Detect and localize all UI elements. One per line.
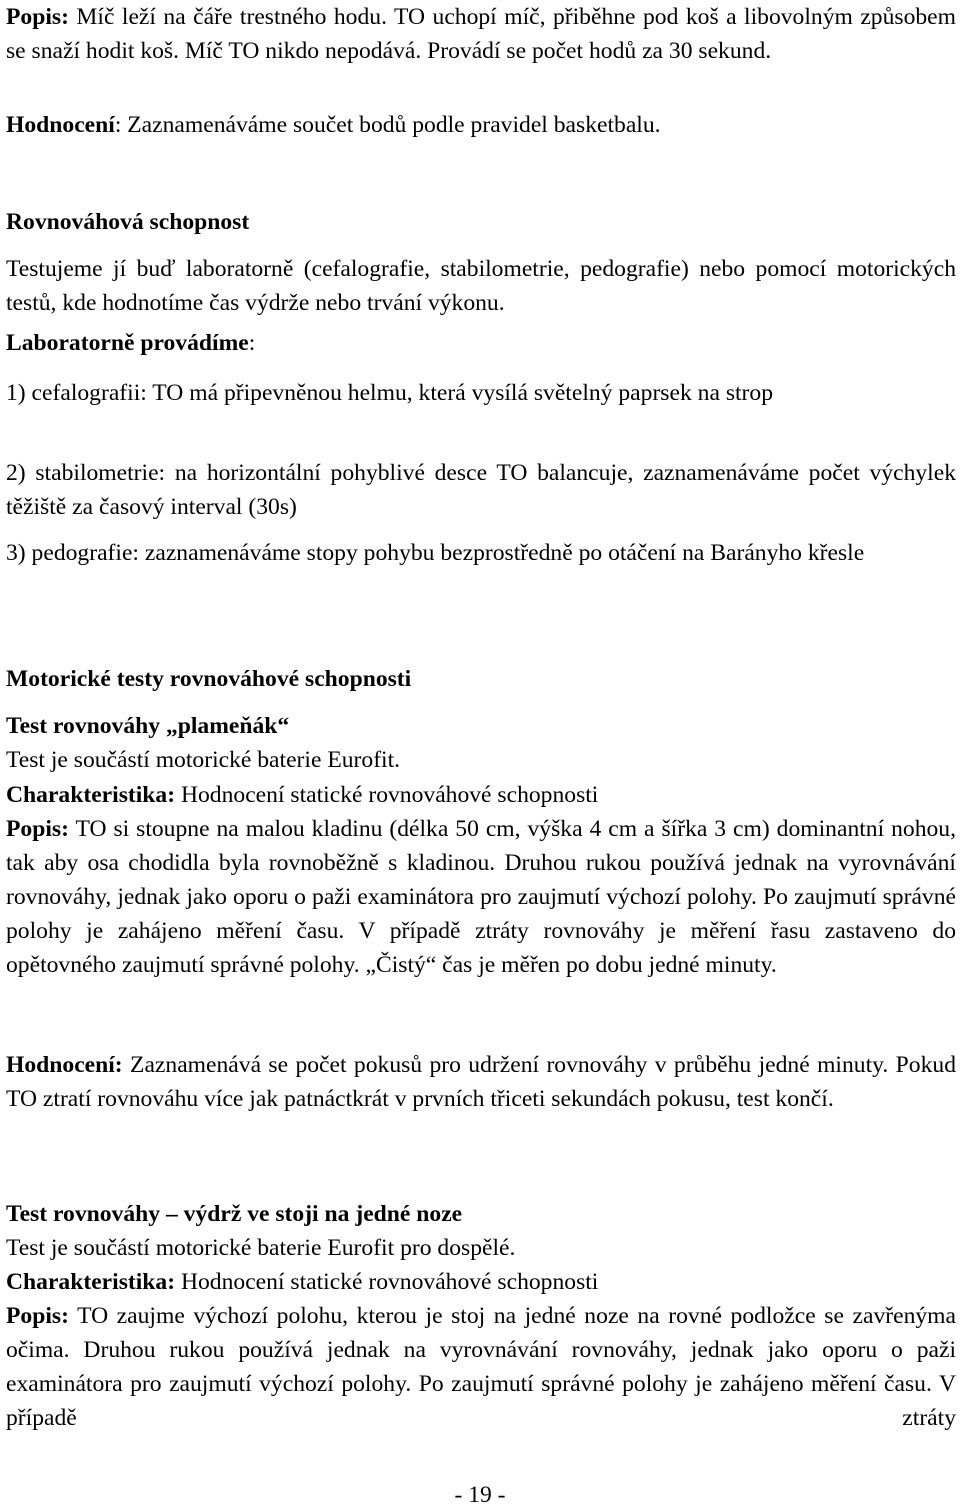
vydrz-subtitle: Test je součástí motorické baterie Eurofit pro dospělé. (6, 1235, 516, 1261)
vydrz-charakteristika (6, 1265, 956, 1299)
hodnoceni-text: : Zaznamenáváme součet bodů podle pravidel basketbalu. (114, 112, 661, 138)
vydrz-popis (6, 1299, 956, 1435)
lab-item-pedografie: 3) pedografie: zaznamenáváme stopy pohybu bezprostředně po otáčení na Barányho křesle (6, 540, 865, 566)
hodnoceni-paragraph-basketball (6, 108, 956, 142)
section-heading-rovnovahova: Rovnováhová schopnost (6, 209, 250, 235)
hodnoceni-label: Hodnocení (6, 112, 115, 138)
plamenak-charakteristika (6, 778, 956, 812)
plamenak-hodnoceni (6, 1048, 956, 1116)
popis-label: Popis: (6, 4, 69, 30)
popis-text: Míč leží na čáře trestného hodu. TO uchopí míč, přiběhne pod koš a libovolným způsobem se snaží hodit koš. Míč TO nikdo nepodává. Provádí se počet hodů za 30 sekund. (6, 4, 956, 64)
plamenak-popis (6, 812, 956, 982)
lab-item-stabilometrie: 2) stabilometrie: na horizontální pohyblivé desce TO balancuje, zaznamenáváme počet výchylek těžiště za časový interval (30s) (6, 460, 956, 520)
charakteristika-text: Hodnocení statické rovnováhové schopnosti (175, 782, 599, 808)
hodnoceni-label: Hodnocení: (6, 1052, 123, 1078)
test-title-plamenak: Test rovnováhy „plameňák“ (6, 713, 290, 739)
lab-item-cefalografie: 1) cefalografii: TO má připevněnou helmu, která vysílá světelný paprsek na strop (6, 380, 774, 406)
rovnovaha-intro: Testujeme jí buď laboratorně (cefalografie, stabilometrie, pedografie) nebo pomocí motorických testů, kde hodnotíme čas výdrže nebo trvání výkonu. (6, 256, 956, 316)
popis-text: TO zaujme výchozí polohu, kterou je stoj na jedné noze na rovné podložce se zavřenýma očima. Druhou rukou používá jednak na vyrovnávání rovnováhy, jednak jako oporu o paži examinátora pro zaujmutí výchozí polohy. Po zaujmutí správné polohy je zahájeno měření času. V případě ztráty (6, 1303, 956, 1431)
laboratorne-label: Laboratorně provádíme (6, 330, 249, 356)
laboratorne-colon: : (248, 330, 256, 356)
charakteristika-label: Charakteristika: (6, 1269, 176, 1295)
hodnoceni-text: Zaznamenává se počet pokusů pro udržení rovnováhy v průběhu jedné minuty. Pokud TO ztratí rovnováhu více jak patnáctkrát v prvních třiceti sekundách pokusu, test končí. (6, 1052, 956, 1112)
page-number: - 19 - (454, 1482, 506, 1508)
popis-label: Popis: (6, 816, 69, 842)
section-heading-motoricke-testy: Motorické testy rovnováhové schopnosti (6, 666, 412, 692)
popis-text: TO si stoupne na malou kladinu (délka 50 cm, výška 4 cm a šířka 3 cm) dominantní nohou, tak aby osa chodidla byla rovnoběžně s kladinou. Druhou rukou používá jednak na vyrovnávání rovnováhy, jednak jako oporu o paži examinátora pro zaujmutí výchozí polohy. Po zaujmutí správné polohy je zahájeno měření času. V případě ztráty rovnováhy je měření řasu zastaveno do opětovného zaujmutí správné polohy. „Čistý“ čas je měřen po dobu jedné minuty. (6, 816, 956, 978)
plamenak-subtitle: Test je součástí motorické baterie Eurofit. (6, 747, 401, 773)
popis-paragraph-basketball (6, 0, 956, 68)
test-title-vydrz: Test rovnováhy – výdrž ve stoji na jedné noze (6, 1201, 463, 1227)
charakteristika-text: Hodnocení statické rovnováhové schopnosti (175, 1269, 599, 1295)
charakteristika-label: Charakteristika: (6, 782, 176, 808)
popis-label: Popis: (6, 1303, 69, 1329)
laboratorne-line (6, 326, 956, 360)
